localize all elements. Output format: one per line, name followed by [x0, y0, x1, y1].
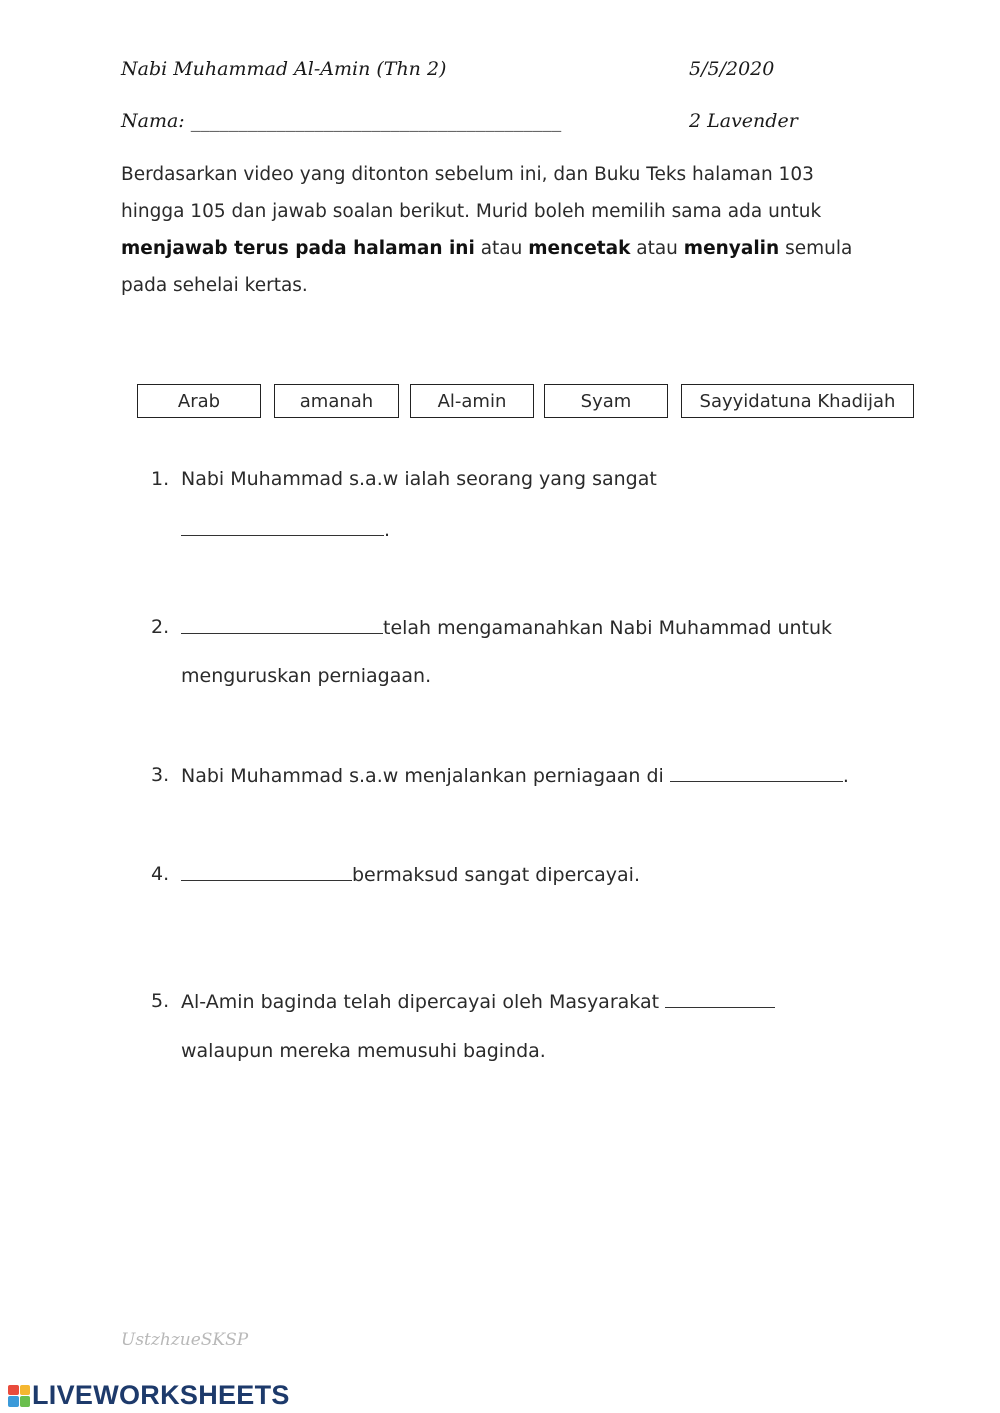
question-5-line-2: walaupun mereka memusuhi baginda. — [181, 1040, 546, 1062]
question-4-line — [181, 863, 640, 886]
worksheet-title: Nabi Muhammad Al-Amin (Thn 2) — [121, 58, 447, 80]
question-5-number: 5. — [151, 990, 170, 1012]
instructions-paragraph — [121, 156, 881, 304]
question-3-text: Nabi Muhammad s.a.w menjalankan perniagaan di — [181, 765, 670, 787]
question-2-line-2: menguruskan perniagaan. — [181, 665, 432, 687]
question-4-number: 4. — [151, 863, 170, 885]
question-1-answer-line — [181, 518, 390, 541]
instructions-text-3: atau — [630, 238, 684, 259]
liveworksheets-brand-text: LIVEWORKSHEETS — [32, 1380, 290, 1410]
question-1-text: Nabi Muhammad s.a.w ialah seorang yang sangat — [181, 468, 657, 490]
instructions-bold-1: menjawab terus pada halaman ini — [121, 238, 475, 259]
question-3-line — [181, 764, 849, 787]
logo-square-green — [20, 1396, 31, 1407]
question-3-blank[interactable] — [670, 764, 843, 782]
question-2-text: telah mengamanahkan Nabi Muhammad untuk — [383, 617, 833, 639]
class-name: 2 Lavender — [689, 110, 798, 132]
word-bank-item-amanah[interactable]: amanah — [274, 384, 399, 418]
word-bank-item-arab[interactable]: Arab — [137, 384, 261, 418]
question-2-number: 2. — [151, 616, 170, 638]
logo-square-red — [8, 1385, 19, 1396]
question-5-text: Al-Amin baginda telah dipercayai oleh Masyarakat — [181, 991, 666, 1013]
logo-square-yellow — [20, 1385, 31, 1396]
liveworksheets-logo-icon — [8, 1385, 30, 1407]
instructions-bold-2: mencetak — [528, 238, 631, 259]
word-bank-item-sayyidatuna-khadijah[interactable]: Sayyidatuna Khadijah — [681, 384, 914, 418]
worksheet-date: 5/5/2020 — [689, 58, 775, 80]
instructions-text-4: semula pada sehelai kertas. — [121, 238, 853, 296]
logo-square-blue — [8, 1396, 19, 1407]
question-4-text: bermaksud sangat dipercayai. — [352, 864, 640, 886]
question-1-period: . — [384, 519, 391, 541]
question-1-number: 1. — [151, 468, 170, 490]
question-2-blank[interactable] — [181, 616, 383, 634]
question-3-number: 3. — [151, 764, 170, 786]
word-bank-item-syam[interactable]: Syam — [544, 384, 668, 418]
name-field-label: Nama: _______________________________________ — [121, 110, 562, 132]
question-5-blank[interactable] — [665, 990, 775, 1008]
liveworksheets-brand — [8, 1380, 290, 1411]
question-2-line-1 — [181, 616, 832, 639]
instructions-text-2: atau — [474, 238, 529, 259]
question-5-line-1 — [181, 990, 775, 1013]
author-signature: UstzhzueSKSP — [121, 1330, 249, 1350]
word-bank-item-al-amin[interactable]: Al-amin — [410, 384, 534, 418]
question-3-period: . — [842, 765, 849, 787]
instructions-bold-3: menyalin — [683, 238, 780, 259]
question-1-blank[interactable] — [181, 518, 384, 536]
instructions-text-1: Berdasarkan video yang ditonton sebelum ini, dan Buku Teks halaman 103 hingga 105 dan jawab soalan berikut. Murid boleh memilih sama ada untuk — [121, 164, 822, 222]
question-4-blank[interactable] — [181, 863, 352, 881]
